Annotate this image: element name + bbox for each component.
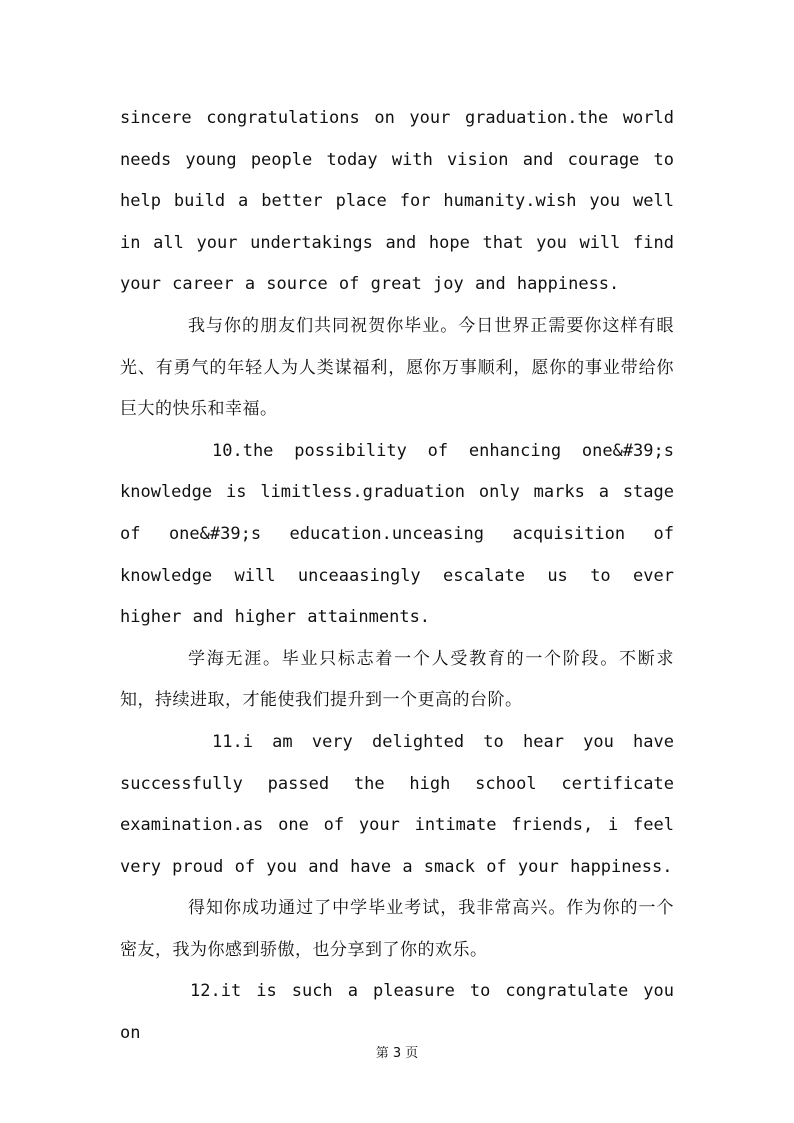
paragraph-english-11: 11.i am very delighted to hear you have successfully passed the high school certificate examination.as one of your intimate friends, i feel very proud of you and have a smack of your happiness. xyxy=(120,731,674,877)
paragraph-english-intro: sincere congratulations on your graduation.the world needs young people today with vision and courage to help build a better place for humanity.wish you well in all your undertakings and hope that you will find your career a source of great joy and happiness. xyxy=(120,108,674,295)
paragraph-chinese-intro: 我与你的朋友们共同祝贺你毕业。今日世界正需要你这样有眼光、有勇气的年轻人为人类谋福利，愿你万事顺利，愿你的事业带给你巨大的快乐和幸福。 xyxy=(120,315,674,420)
paragraph-english-10: 10.the possibility of enhancing one&#39;s knowledge is limitless.graduation only marks a stage of one&#39;s education.unceasing acquisition of knowledge will unceaasingly escalate us to ever higher and higher attainments. xyxy=(120,440,674,628)
paragraph-english-12: 12.it is such a pleasure to congratulate you on xyxy=(120,981,674,1044)
page-number-footer: 第 3 页 xyxy=(375,1046,419,1061)
page-content xyxy=(120,98,674,1055)
paragraph-chinese-10: 学海无涯。毕业只标志着一个人受教育的一个阶段。不断求知，持续进取，才能使我们提升到一个更高的台阶。 xyxy=(120,648,674,711)
paragraph-chinese-11: 得知你成功通过了中学毕业考试，我非常高兴。作为你的一个密友，我为你感到骄傲，也分享到了你的欢乐。 xyxy=(120,898,674,960)
